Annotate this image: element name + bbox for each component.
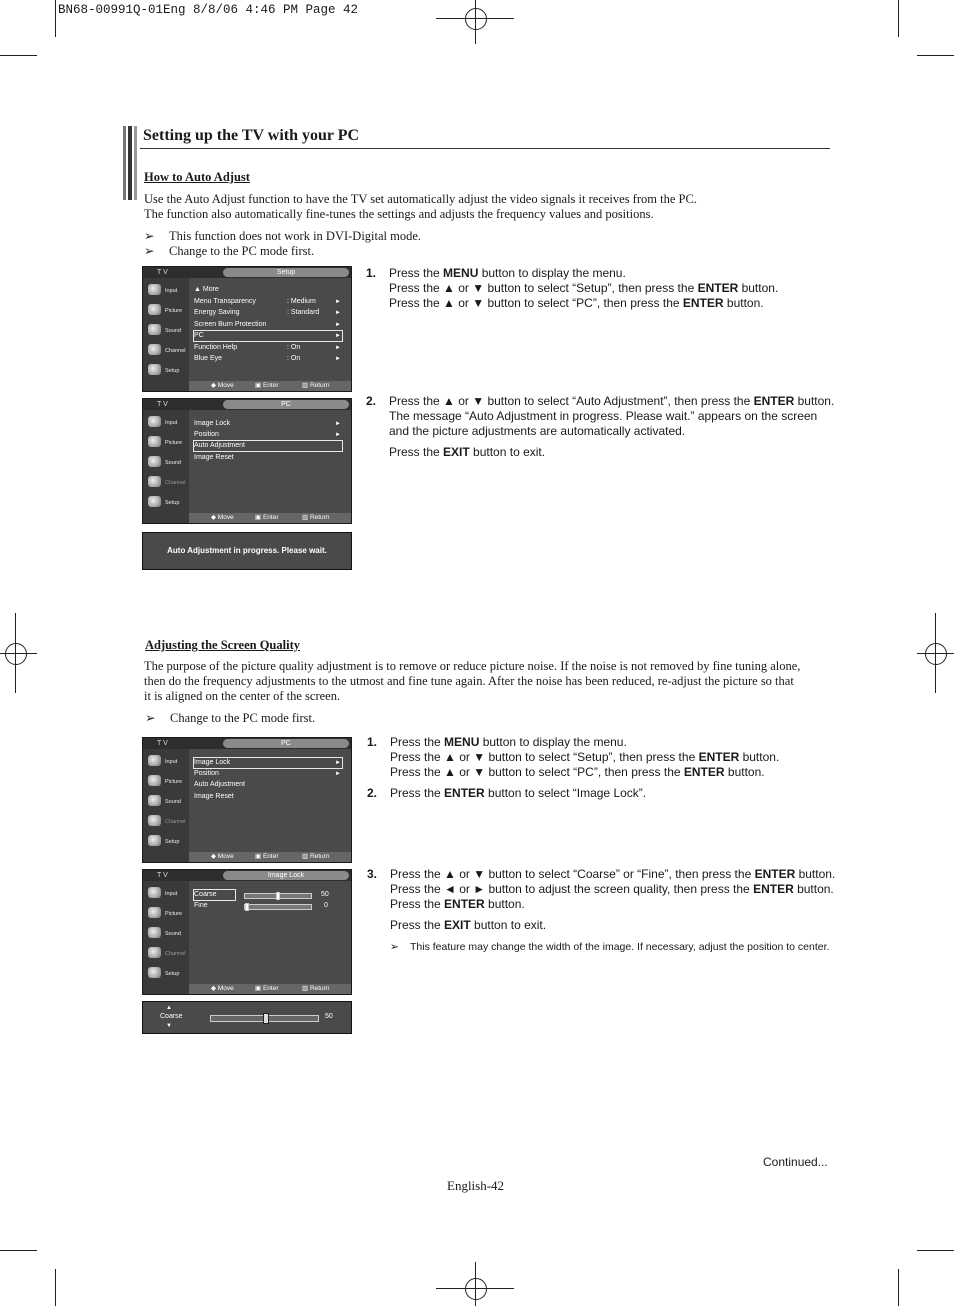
sound-icon [148, 324, 161, 335]
right-arrow-icon: ► [335, 432, 341, 439]
note-arrow-icon: ➢ [144, 229, 155, 243]
osd-menu-row: Blue Eye : On ► [194, 355, 341, 362]
quality-step-1: 1. Press the MENU button to display the menu. Press the ▲ or ▼ button to select “Setup”, then press the ENTER button. Press the ▲ or ▼ button to select “PC”, then press the ENTER button. [367, 735, 780, 779]
auto-step-1: 1. Press the MENU button to display the menu. Press the ▲ or ▼ button to select “Setup”, then press the ENTER button. Press the ▲ or ▼ button to select “PC”, then press the ENTER button. [366, 266, 779, 310]
crop-mark [898, 1269, 899, 1306]
up-arrow-icon: ▲ [166, 1005, 172, 1011]
right-arrow-icon: ► [335, 310, 341, 316]
osd-menu-row: Image Reset [194, 453, 234, 461]
channel-icon [148, 947, 161, 958]
osd-menu-row: PC ► [194, 332, 341, 339]
osd-menu-row: Screen Burn Protection ► [194, 320, 341, 328]
osd-menu-row: Auto Adjustment [194, 441, 342, 451]
osd-side-channel: Channel [145, 945, 187, 963]
crop-mark [0, 1250, 37, 1251]
continued-label: Continued... [763, 1155, 828, 1169]
osd-side-channel: Channel [145, 342, 187, 360]
setup-icon [148, 364, 161, 375]
page-title: Setting up the TV with your PC [143, 127, 360, 144]
osd-side-input: Input [145, 753, 187, 771]
osd-menu-row: Function Help : On ► [194, 343, 341, 351]
crop-mark [0, 55, 37, 56]
input-icon [148, 284, 161, 295]
osd-menu-row: Auto Adjustment [194, 781, 245, 789]
fine-row: Fine [194, 902, 208, 909]
right-arrow-icon: ► [335, 344, 341, 351]
right-arrow-icon: ► [335, 771, 341, 778]
sound-icon [148, 927, 161, 938]
screen-quality-note: ➢ Change to the PC mode first. [145, 711, 316, 725]
right-arrow-icon: ► [335, 760, 341, 766]
page-number: English-42 [447, 1178, 505, 1193]
picture-icon [148, 304, 161, 315]
osd-side-picture: Picture [145, 773, 187, 791]
osd-side-setup: Setup [145, 833, 187, 851]
osd-menu-row: Energy Saving : Standard ► [194, 309, 341, 316]
screen-quality-heading: Adjusting the Screen Quality [145, 638, 300, 652]
setup-icon [148, 967, 161, 978]
osd-menu-row: Image Lock ► [194, 420, 341, 427]
auto-adjust-message-box: Auto Adjustment in progress. Please wait. [142, 532, 352, 570]
note-arrow-icon: ➢ [390, 941, 399, 953]
setup-icon [148, 835, 161, 846]
osd-tv-label: T V [157, 269, 168, 276]
auto-adjust-note: ➢ This function does not work in DVI-Digital mode. [144, 229, 422, 243]
osd-side-sound: Sound [145, 322, 187, 340]
crop-mark [55, 1269, 56, 1306]
note-arrow-icon: ➢ [145, 711, 156, 725]
channel-icon [148, 476, 161, 487]
osd-side-setup: Setup [145, 494, 187, 512]
osd-footer: ◆ Move ▣ Enter ▥ Return [189, 852, 351, 862]
osd-side-input: Input [145, 282, 187, 300]
osd-side-sound: Sound [145, 793, 187, 811]
osd-side-picture: Picture [145, 905, 187, 923]
osd-title: PC [223, 739, 349, 748]
coarse-adjust-bar [142, 1001, 352, 1034]
osd-pc-menu-image-lock [142, 737, 352, 863]
osd-setup-menu [142, 266, 352, 392]
crop-mark [917, 55, 954, 56]
right-arrow-icon: ► [335, 356, 341, 362]
osd-pc-menu-auto-adjust [142, 398, 352, 524]
print-header: BN68-00991Q-01Eng 8/8/06 4:46 PM Page 42 [58, 3, 359, 17]
osd-side-setup: Setup [145, 362, 187, 380]
osd-side-picture: Picture [145, 434, 187, 452]
fine-slider [244, 904, 312, 910]
coarse-bar-value: 50 [325, 1013, 333, 1020]
auto-adjust-heading: How to Auto Adjust [144, 170, 250, 184]
auto-adjust-note: ➢ Change to the PC mode first. [144, 244, 315, 258]
channel-icon [148, 344, 161, 355]
osd-side-channel: Channel [145, 474, 187, 492]
input-icon [148, 887, 161, 898]
picture-icon [148, 907, 161, 918]
right-arrow-icon: ► [335, 321, 341, 328]
osd-side-sound: Sound [145, 454, 187, 472]
crop-mark [898, 0, 899, 37]
quality-step-3-note: ➢ This feature may change the width of the image. If necessary, adjust the position to center. [390, 941, 830, 953]
down-arrow-icon: ▼ [166, 1023, 172, 1029]
registration-mark-icon [465, 8, 487, 30]
coarse-slider [244, 893, 312, 899]
osd-menu-row: Image Lock ► [194, 759, 341, 766]
osd-tv-label: T V [157, 872, 168, 879]
osd-footer: ◆ Move ▣ Enter ▥ Return [189, 513, 351, 523]
registration-mark-icon [465, 1278, 487, 1300]
registration-mark-icon [925, 643, 947, 665]
osd-menu-row: ▲ More [194, 286, 219, 293]
osd-title: Image Lock [223, 871, 349, 880]
picture-icon [148, 775, 161, 786]
registration-mark-icon [5, 643, 27, 665]
quality-step-3: 3. Press the ▲ or ▼ button to select “Coarse” or “Fine”, then press the ENTER button. Press the ◄ or ► button to adjust the screen quality, then press the ENTER button. Press the ENTER button. [367, 867, 836, 911]
coarse-bar-label: Coarse [160, 1013, 183, 1020]
note-arrow-icon: ➢ [144, 244, 155, 258]
osd-footer: ◆ Move ▣ Enter ▥ Return [189, 381, 351, 391]
osd-tv-label: T V [157, 401, 168, 408]
osd-title: Setup [223, 268, 349, 277]
input-icon [148, 416, 161, 427]
right-arrow-icon: ► [335, 421, 341, 427]
osd-tv-label: T V [157, 740, 168, 747]
osd-title: PC [223, 400, 349, 409]
osd-side-sound: Sound [145, 925, 187, 943]
osd-image-lock-menu [142, 869, 352, 995]
sound-icon [148, 456, 161, 467]
osd-menu-row: Position ► [194, 431, 341, 439]
right-arrow-icon: ► [335, 298, 341, 305]
osd-side-channel: Channel [145, 813, 187, 831]
picture-icon [148, 436, 161, 447]
channel-icon [148, 815, 161, 826]
osd-side-setup: Setup [145, 965, 187, 983]
osd-side-picture: Picture [145, 302, 187, 320]
osd-side-input: Input [145, 885, 187, 903]
osd-menu-row: Menu Transparency : Medium ► [194, 297, 341, 305]
coarse-row: Coarse [194, 890, 235, 900]
screen-quality-intro: The purpose of the picture quality adjustment is to remove or reduce picture noise. If the noise is not removed by fine tuning alone, then do the frequency adjustments to the utmost and fine tune again. After the noise has been reduced, re-adjust the picture so that it is aligned on the center of the screen. [144, 659, 801, 704]
osd-side-input: Input [145, 414, 187, 432]
quality-step-3-exit: Press the EXIT button to exit. [390, 918, 547, 932]
auto-adjust-intro: Use the Auto Adjust function to have the TV set automatically adjust the video signals it receives from the PC. The function also automatically fine-tunes the settings and adjusts the frequency values and positions. [144, 192, 697, 222]
sound-icon [148, 795, 161, 806]
osd-menu-row: Image Reset [194, 792, 234, 800]
section-sidebar-bar [123, 126, 137, 200]
auto-step-2: 2. Press the ▲ or ▼ button to select “Auto Adjustment”, then press the ENTER button. The message “Auto Adjustment in progress. Please wait.” appears on the screen and the picture adjustments are automatically activated. [366, 394, 835, 438]
title-rule [140, 148, 830, 149]
setup-icon [148, 496, 161, 507]
quality-step-2: 2. Press the ENTER button to select “Image Lock”. [367, 786, 647, 800]
coarse-value: 50 [321, 891, 329, 898]
crop-mark [55, 0, 56, 37]
fine-value: 0 [324, 902, 328, 909]
auto-step-2-exit: Press the EXIT button to exit. [389, 445, 546, 459]
osd-footer: ◆ Move ▣ Enter ▥ Return [189, 984, 351, 994]
osd-menu-row: Position ► [194, 770, 341, 778]
right-arrow-icon: ► [335, 333, 341, 339]
input-icon [148, 755, 161, 766]
coarse-bar-track [210, 1015, 319, 1022]
crop-mark [917, 1250, 954, 1251]
